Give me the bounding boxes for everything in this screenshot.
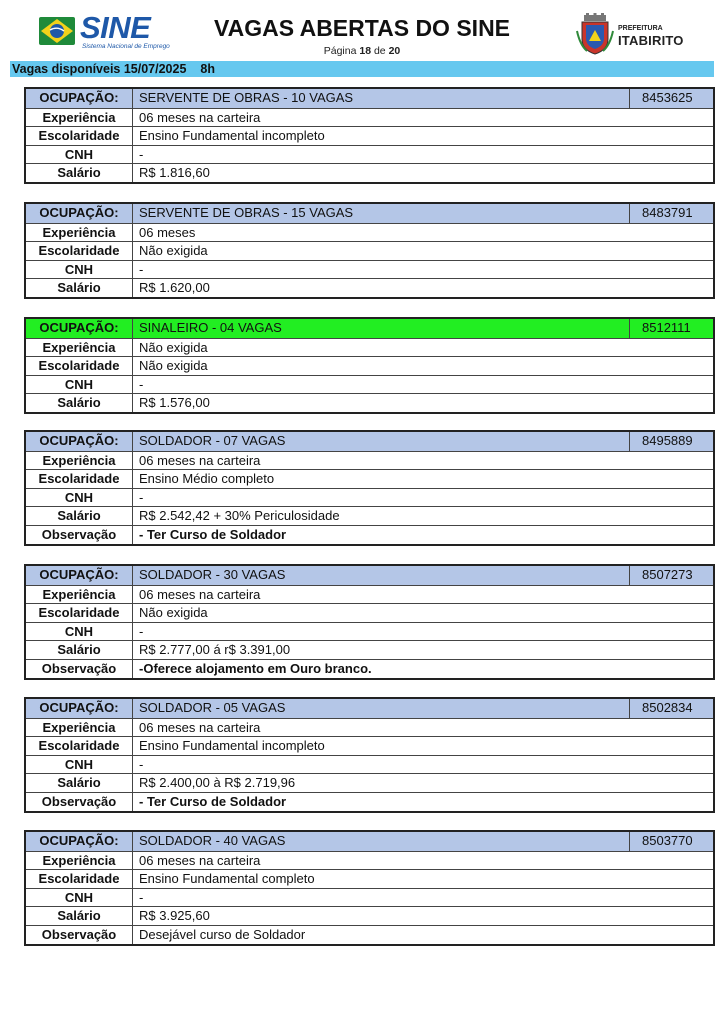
cnh-row (26, 888, 713, 907)
experiencia-value: 06 meses (139, 224, 196, 240)
page-current: 18 (359, 45, 372, 57)
escolaridade-value: Ensino Fundamental completo (139, 871, 315, 887)
ocupacao-value: SERVENTE DE OBRAS - 15 VAGAS (139, 205, 354, 220)
observacao-value: - Ter Curso de Soldador (139, 526, 287, 542)
observacao-value: -Oferece alojamento em Ouro branco. (139, 660, 372, 676)
escolaridade-row (26, 469, 713, 488)
experiencia-value: 06 meses na carteira (139, 452, 261, 468)
observacao-row (26, 792, 713, 811)
escolaridade-row (26, 603, 713, 622)
job-code: 8453625 (629, 89, 713, 108)
city-crest-icon (575, 13, 615, 55)
escolaridade-value: Ensino Fundamental incompleto (139, 128, 325, 144)
escolaridade-label: Escolaridade (26, 127, 133, 145)
job-card (24, 317, 715, 414)
cnh-value: - (139, 756, 144, 772)
job-code: 8503770 (629, 832, 713, 851)
job-card (24, 202, 715, 299)
escolaridade-label: Escolaridade (26, 357, 133, 375)
job-code: 8483791 (629, 204, 713, 223)
escolaridade-value: Não exigida (139, 243, 208, 259)
ocupacao-value: SOLDADOR - 30 VAGAS (139, 567, 286, 582)
date-label: Vagas disponíveis 15/07/2025 (12, 62, 187, 76)
experiencia-value: 06 meses na carteira (139, 719, 261, 735)
ocupacao-label: OCUPAÇÃO: (26, 204, 133, 223)
experiencia-row (26, 338, 713, 357)
salario-label: Salário (26, 394, 133, 412)
cnh-row (26, 755, 713, 774)
job-card (24, 430, 715, 546)
cnh-value: - (139, 623, 144, 639)
escolaridade-label: Escolaridade (26, 242, 133, 260)
experiencia-row (26, 718, 713, 737)
escolaridade-value: Ensino Médio completo (139, 471, 275, 487)
escolaridade-label: Escolaridade (26, 870, 133, 888)
observacao-row (26, 525, 713, 544)
experiencia-label: Experiência (26, 852, 133, 870)
salario-row (26, 773, 713, 792)
observacao-label: Observação (26, 926, 133, 944)
job-code: 8512111 (629, 319, 713, 338)
cnh-value: - (139, 261, 144, 277)
cnh-label: CNH (26, 889, 133, 907)
page-of: de (373, 45, 386, 57)
salario-row (26, 278, 713, 297)
experiencia-value: Não exigida (139, 339, 208, 355)
escolaridade-row (26, 869, 713, 888)
experiencia-label: Experiência (26, 109, 133, 127)
observacao-label: Observação (26, 793, 133, 811)
cnh-value: - (139, 889, 144, 905)
experiencia-label: Experiência (26, 586, 133, 604)
ocupacao-value: SOLDADOR - 40 VAGAS (139, 833, 286, 848)
experiencia-label: Experiência (26, 452, 133, 470)
escolaridade-row (26, 241, 713, 260)
job-card (24, 830, 715, 946)
experiencia-label: Experiência (26, 339, 133, 357)
salario-value: R$ 3.925,60 (139, 908, 210, 924)
observacao-row (26, 659, 713, 678)
cnh-row (26, 375, 713, 394)
job-code: 8495889 (629, 432, 713, 451)
experiencia-value: 06 meses na carteira (139, 852, 261, 868)
date-time: 8h (200, 62, 216, 76)
job-card (24, 697, 715, 813)
experiencia-value: 06 meses na carteira (139, 109, 261, 125)
salario-value: R$ 2.542,42 + 30% Periculosidade (139, 508, 340, 524)
salario-row (26, 640, 713, 659)
observacao-label: Observação (26, 660, 133, 678)
job-header-row (26, 699, 713, 718)
salario-label: Salário (26, 774, 133, 792)
cnh-label: CNH (26, 376, 133, 394)
job-header-row (26, 566, 713, 585)
experiencia-value: 06 meses na carteira (139, 586, 261, 602)
escolaridade-row (26, 126, 713, 145)
observacao-value: - Ter Curso de Soldador (139, 793, 287, 809)
observacao-value: Desejável curso de Soldador (139, 926, 306, 942)
ocupacao-label: OCUPAÇÃO: (26, 832, 133, 851)
salario-label: Salário (26, 507, 133, 525)
experiencia-row (26, 851, 713, 870)
escolaridade-value: Não exigida (139, 605, 208, 621)
salario-label: Salário (26, 907, 133, 925)
escolaridade-label: Escolaridade (26, 604, 133, 622)
experiencia-row (26, 451, 713, 470)
ocupacao-label: OCUPAÇÃO: (26, 432, 133, 451)
page-label: Página (323, 45, 357, 57)
salario-row (26, 393, 713, 412)
salario-value: R$ 1.576,00 (139, 395, 210, 411)
date-band (10, 61, 714, 77)
ocupacao-value: SINALEIRO - 04 VAGAS (139, 320, 282, 335)
cnh-label: CNH (26, 261, 133, 279)
salario-row (26, 906, 713, 925)
salario-value: R$ 1.620,00 (139, 280, 210, 296)
cnh-value: - (139, 146, 144, 162)
cnh-row (26, 622, 713, 641)
cnh-row (26, 260, 713, 279)
job-card (24, 564, 715, 680)
ocupacao-label: OCUPAÇÃO: (26, 89, 133, 108)
page-title: VAGAS ABERTAS DO SINE (213, 15, 511, 41)
ocupacao-value: SOLDADOR - 07 VAGAS (139, 433, 286, 448)
escolaridade-row (26, 736, 713, 755)
job-header-row (26, 204, 713, 223)
ocupacao-value: SOLDADOR - 05 VAGAS (139, 700, 286, 715)
cnh-label: CNH (26, 489, 133, 507)
observacao-row (26, 925, 713, 944)
salario-row (26, 506, 713, 525)
salario-value: R$ 2.400,00 à R$ 2.719,96 (139, 775, 296, 791)
escolaridade-label: Escolaridade (26, 470, 133, 488)
salario-value: R$ 1.816,60 (139, 165, 210, 181)
escolaridade-label: Escolaridade (26, 737, 133, 755)
prefeitura-label: PREFEITURA (618, 25, 663, 32)
job-header-row (26, 432, 713, 451)
experiencia-row (26, 223, 713, 242)
cnh-label: CNH (26, 756, 133, 774)
experiencia-label: Experiência (26, 224, 133, 242)
ocupacao-value: SERVENTE DE OBRAS - 10 VAGAS (139, 90, 354, 105)
city-name: ITABIRITO (618, 33, 684, 48)
salario-label: Salário (26, 164, 133, 182)
escolaridade-value: Ensino Fundamental incompleto (139, 738, 325, 754)
job-header-row (26, 89, 713, 108)
cnh-row (26, 145, 713, 164)
salario-label: Salário (26, 279, 133, 297)
experiencia-row (26, 108, 713, 127)
page-header (0, 0, 724, 60)
experiencia-row (26, 585, 713, 604)
cnh-value: - (139, 376, 144, 392)
prefeitura-logo (575, 13, 690, 55)
sine-logo-text: SINE (80, 10, 151, 45)
salario-row (26, 163, 713, 182)
job-header-row (26, 319, 713, 338)
sine-logo-subtitle: Sistema Nacional de Emprego (82, 43, 170, 50)
ocupacao-label: OCUPAÇÃO: (26, 319, 133, 338)
salario-label: Salário (26, 641, 133, 659)
job-code: 8502834 (629, 699, 713, 718)
observacao-label: Observação (26, 526, 133, 544)
salario-value: R$ 2.777,00 á r$ 3.391,00 (139, 642, 291, 658)
escolaridade-row (26, 356, 713, 375)
escolaridade-value: Não exigida (139, 358, 208, 374)
cnh-label: CNH (26, 623, 133, 641)
job-card (24, 87, 715, 184)
ocupacao-label: OCUPAÇÃO: (26, 566, 133, 585)
page-total: 20 (388, 45, 401, 57)
job-header-row (26, 832, 713, 851)
cnh-value: - (139, 489, 144, 505)
cnh-row (26, 488, 713, 507)
job-code: 8507273 (629, 566, 713, 585)
cnh-label: CNH (26, 146, 133, 164)
ocupacao-label: OCUPAÇÃO: (26, 699, 133, 718)
experiencia-label: Experiência (26, 719, 133, 737)
